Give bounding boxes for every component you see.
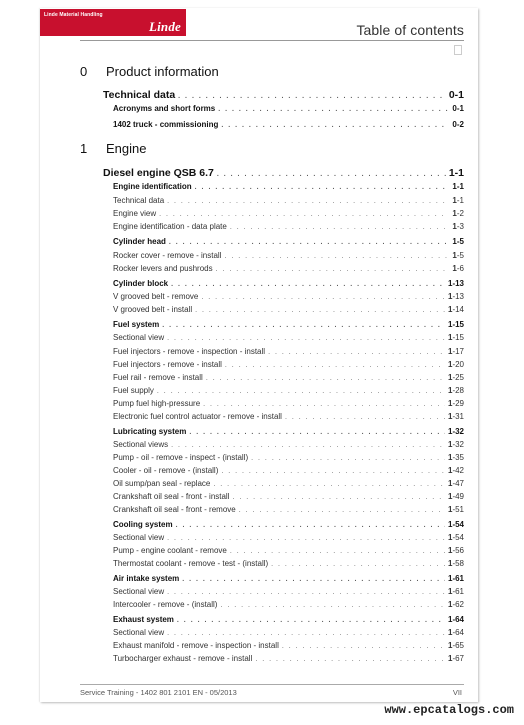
toc-entry-label: Diesel engine QSB 6.7 xyxy=(103,167,214,179)
page-number: -1 xyxy=(456,182,464,191)
toc-entry[interactable] xyxy=(113,237,464,246)
page-number: -3 xyxy=(456,222,464,231)
toc-page-ref xyxy=(452,222,464,231)
toc-page-ref xyxy=(448,654,464,663)
toc-entry[interactable] xyxy=(113,427,464,436)
dot-leader xyxy=(255,656,445,663)
toc-entry-label: Fuel injectors - remove - inspection - install xyxy=(113,347,266,356)
page-number: -5 xyxy=(456,251,464,260)
toc-entry-label: Pump - engine coolant - remove xyxy=(113,546,227,555)
chapter-heading[interactable] xyxy=(80,141,146,156)
page-number: -1 xyxy=(456,104,464,113)
dot-leader xyxy=(171,281,445,288)
toc-entry-label: Exhaust system xyxy=(113,615,174,624)
dot-leader xyxy=(171,442,445,449)
toc-entry[interactable] xyxy=(113,533,464,542)
toc-page-ref xyxy=(448,505,464,514)
page-chapter-prefix: 1 xyxy=(447,641,453,650)
page-chapter-prefix: 1 xyxy=(447,305,453,314)
linde-logo xyxy=(40,9,186,36)
toc-entry[interactable] xyxy=(113,654,464,663)
toc-entry[interactable] xyxy=(113,292,464,301)
toc-page-ref xyxy=(452,120,464,129)
toc-page-ref xyxy=(452,104,464,113)
toc-entry[interactable] xyxy=(113,305,464,314)
page-chapter-prefix: 0 xyxy=(452,104,457,113)
chapter-number: 0 xyxy=(80,64,88,79)
toc-entry[interactable] xyxy=(113,222,464,231)
page-number: -54 xyxy=(452,520,464,529)
page-chapter-prefix: 1 xyxy=(447,654,453,663)
toc-entry-label: Cylinder head xyxy=(113,237,166,246)
toc-entry[interactable] xyxy=(113,333,464,342)
dot-leader xyxy=(230,224,450,231)
toc-page-ref xyxy=(448,546,464,555)
toc-entry-label: Rocker cover - remove - install xyxy=(113,251,222,260)
page-chapter-prefix: 1 xyxy=(447,587,453,596)
page-chapter-prefix: 1 xyxy=(452,182,457,191)
page-chapter-prefix: 1 xyxy=(447,347,453,356)
page-number: -1 xyxy=(454,89,464,101)
watermark-text: www.epcatalogs.com xyxy=(384,703,514,717)
toc-entry[interactable] xyxy=(113,466,464,475)
toc-entry[interactable] xyxy=(113,453,464,462)
toc-page-ref xyxy=(448,600,464,609)
toc-entry-label: Technical data xyxy=(103,89,176,101)
dot-leader xyxy=(285,414,445,421)
page-chapter-prefix: 1 xyxy=(447,628,453,637)
page-number: -65 xyxy=(452,641,464,650)
page-chapter-prefix: 1 xyxy=(447,492,453,501)
toc-page-ref xyxy=(448,333,464,342)
page-chapter-prefix: 0 xyxy=(448,89,455,101)
toc-entry-label: Sectional view xyxy=(113,533,165,542)
page-chapter-prefix: 1 xyxy=(447,386,453,395)
page-number: -2 xyxy=(456,209,464,218)
toc-entry[interactable] xyxy=(113,373,464,382)
toc-entry-label: Sectional view xyxy=(113,628,165,637)
toc-page-ref xyxy=(448,360,464,369)
page-chapter-prefix: 1 xyxy=(447,520,453,529)
page-chapter-prefix: 1 xyxy=(447,360,453,369)
page-number: -25 xyxy=(452,373,464,382)
toc-page-ref xyxy=(448,305,464,314)
dot-leader xyxy=(206,375,445,382)
toc-entry-label: Air intake system xyxy=(113,574,180,583)
page-number: -14 xyxy=(452,305,464,314)
toc-page-ref xyxy=(448,347,464,356)
page-number: -31 xyxy=(452,412,464,421)
page-chapter-prefix: 1 xyxy=(452,251,457,260)
dot-leader xyxy=(189,429,445,436)
dot-leader xyxy=(178,93,446,100)
dot-leader xyxy=(177,617,445,624)
page-number: -1 xyxy=(456,196,464,205)
toc-page-ref xyxy=(448,520,464,529)
toc-entry-label: Oil sump/pan seal - replace xyxy=(113,479,211,488)
dot-leader xyxy=(167,630,445,637)
page-chapter-prefix: 1 xyxy=(452,209,457,218)
page-number: -49 xyxy=(452,492,464,501)
page-number: -32 xyxy=(452,427,464,436)
page-chapter-prefix: 1 xyxy=(447,440,453,449)
dot-leader xyxy=(213,481,445,488)
toc-page-ref xyxy=(448,641,464,650)
dot-leader xyxy=(203,401,445,408)
toc-entry-label: V grooved belt - install xyxy=(113,305,193,314)
page-chapter-prefix: 0 xyxy=(452,120,457,129)
toc-entry-label: Cooling system xyxy=(113,520,173,529)
page-chapter-prefix: 1 xyxy=(447,533,453,542)
toc-entry-label: Technical data xyxy=(113,196,165,205)
dot-leader xyxy=(159,211,449,218)
page-chapter-prefix: 1 xyxy=(447,546,453,555)
toc-entry[interactable] xyxy=(113,279,464,288)
toc-entry-label: V grooved belt - remove xyxy=(113,292,199,301)
dot-leader xyxy=(167,589,445,596)
toc-entry[interactable] xyxy=(113,251,464,260)
dot-leader xyxy=(167,198,449,205)
toc-entry[interactable] xyxy=(103,89,464,101)
page-chapter-prefix: 1 xyxy=(447,333,453,342)
dot-leader xyxy=(271,561,445,568)
page-number: -6 xyxy=(456,264,464,273)
page-chapter-prefix: 1 xyxy=(447,453,453,462)
toc-page-ref xyxy=(448,412,464,421)
toc-entry[interactable] xyxy=(113,120,464,129)
toc-entry-label: Engine identification xyxy=(113,182,192,191)
toc-entry-label: Lubricating system xyxy=(113,427,187,436)
toc-entry[interactable] xyxy=(113,587,464,596)
page-number: -32 xyxy=(452,440,464,449)
toc-entry[interactable] xyxy=(113,412,464,421)
dot-leader xyxy=(169,239,450,246)
page-number: -62 xyxy=(452,600,464,609)
dot-leader xyxy=(176,522,445,529)
page-chapter-prefix: 1 xyxy=(447,479,453,488)
toc-entry-label: Fuel supply xyxy=(113,386,154,395)
toc-page-ref xyxy=(448,399,464,408)
toc-entry-label: Fuel injectors - remove - install xyxy=(113,360,222,369)
page-number: -64 xyxy=(452,615,464,624)
page-title: Table of contents xyxy=(356,22,464,38)
toc-page-ref xyxy=(448,492,464,501)
toc-entry-label: Acronyms and short forms xyxy=(113,104,216,113)
dot-leader xyxy=(167,335,445,342)
toc-entry[interactable] xyxy=(113,182,464,191)
toc-entry[interactable] xyxy=(113,264,464,273)
dot-leader xyxy=(230,548,445,555)
toc-entry-label: Engine view xyxy=(113,209,157,218)
toc-entry-label: Cylinder block xyxy=(113,279,169,288)
page-number: -17 xyxy=(452,347,464,356)
toc-page-ref xyxy=(452,264,464,273)
page-chapter-prefix: 1 xyxy=(447,399,453,408)
dot-leader xyxy=(182,576,445,583)
toc-page-ref xyxy=(452,209,464,218)
page-number: -61 xyxy=(452,574,464,583)
dot-leader xyxy=(239,507,445,514)
page-number: -15 xyxy=(452,320,464,329)
page-number: -13 xyxy=(452,292,464,301)
page-number: -13 xyxy=(452,279,464,288)
toc-entry[interactable] xyxy=(113,559,464,568)
dot-leader xyxy=(157,388,445,395)
page-chapter-prefix: 1 xyxy=(447,412,453,421)
toc-page-ref xyxy=(448,292,464,301)
toc-entry-label: Pump fuel high-pressure xyxy=(113,399,201,408)
toc-entry-label: Sectional view xyxy=(113,587,165,596)
toc-entry[interactable] xyxy=(113,615,464,624)
toc-entry[interactable] xyxy=(113,440,464,449)
dot-leader xyxy=(195,184,450,191)
page-chapter-prefix: 1 xyxy=(447,320,453,329)
toc-page-ref xyxy=(448,320,464,329)
logo-subtitle: Linde Material Handling xyxy=(44,12,103,18)
toc-entry-label: Engine identification - data plate xyxy=(113,222,227,231)
page-number: -29 xyxy=(452,399,464,408)
toc-entry[interactable] xyxy=(113,574,464,583)
dot-leader xyxy=(217,171,446,178)
page-number: -64 xyxy=(452,628,464,637)
toc-entry-label: 1402 truck - commissioning xyxy=(113,120,219,129)
dot-leader xyxy=(282,643,445,650)
page-chapter-prefix: 1 xyxy=(447,615,453,624)
toc-page-ref xyxy=(448,533,464,542)
page-number: -61 xyxy=(452,587,464,596)
page-number: -56 xyxy=(452,546,464,555)
toc-page-ref xyxy=(448,574,464,583)
toc-page-ref xyxy=(452,237,464,246)
toc-entry-label: Crankshaft oil seal - front - install xyxy=(113,492,230,501)
toc-entry[interactable] xyxy=(113,320,464,329)
toc-page-ref xyxy=(448,427,464,436)
page-number: -58 xyxy=(452,559,464,568)
header-divider xyxy=(80,40,464,41)
page-chapter-prefix: 1 xyxy=(447,427,453,436)
page-chapter-prefix: 1 xyxy=(447,466,453,475)
page-number: -42 xyxy=(452,466,464,475)
dot-leader xyxy=(216,266,450,273)
page-chapter-prefix: 1 xyxy=(447,574,453,583)
footer-document-id: Service Training - 1402 801 2101 EN - 05/2013 xyxy=(80,688,237,697)
toc-page-ref xyxy=(448,386,464,395)
toc-entry-label: Cooler - oil - remove - (install) xyxy=(113,466,219,475)
page-chapter-prefix: 1 xyxy=(447,505,453,514)
toc-entry[interactable] xyxy=(103,167,464,179)
dot-leader xyxy=(220,602,445,609)
toc-page-ref xyxy=(448,628,464,637)
toc-page-ref xyxy=(449,167,464,179)
toc-page-ref xyxy=(452,251,464,260)
toc-entry[interactable] xyxy=(113,546,464,555)
dot-leader xyxy=(195,307,445,314)
page-chapter-prefix: 1 xyxy=(452,237,457,246)
dot-leader xyxy=(233,494,445,501)
page-chapter-prefix: 1 xyxy=(452,222,457,231)
toc-page-ref xyxy=(448,440,464,449)
toc-entry-label: Fuel rail - remove - install xyxy=(113,373,203,382)
page-number: -47 xyxy=(452,479,464,488)
page-number: -54 xyxy=(452,533,464,542)
toc-entry[interactable] xyxy=(113,479,464,488)
toc-entry-label: Fuel system xyxy=(113,320,160,329)
dot-leader xyxy=(221,468,445,475)
toc-entry-label: Rocker levers and pushrods xyxy=(113,264,213,273)
toc-entry-label: Exhaust manifold - remove - inspection - install xyxy=(113,641,279,650)
page-chapter-prefix: 1 xyxy=(447,292,453,301)
page-number: -5 xyxy=(456,237,464,246)
page-number: -20 xyxy=(452,360,464,369)
page-chapter-prefix: 1 xyxy=(452,196,457,205)
toc-page-ref xyxy=(448,453,464,462)
dot-leader xyxy=(224,253,449,260)
dot-leader xyxy=(268,349,445,356)
toc-entry[interactable] xyxy=(113,628,464,637)
toc-entry[interactable] xyxy=(113,104,464,113)
logo-brand: Linde xyxy=(148,19,181,34)
toc-entry-label: Turbocharger exhaust - remove - install xyxy=(113,654,253,663)
page-number: -1 xyxy=(454,167,464,179)
toc-entry-label: Pump - oil - remove - inspect - (install) xyxy=(113,453,249,462)
page-number: -2 xyxy=(456,120,464,129)
chapter-heading[interactable] xyxy=(80,64,219,79)
dot-leader xyxy=(201,294,445,301)
page-chapter-prefix: 1 xyxy=(447,373,453,382)
toc-entry[interactable] xyxy=(113,600,464,609)
toc-entry-label: Crankshaft oil seal - front - remove xyxy=(113,505,236,514)
page-chapter-prefix: 1 xyxy=(448,167,455,179)
toc-entry[interactable] xyxy=(113,347,464,356)
toc-entry-label: Electronic fuel control actuator - remove - install xyxy=(113,412,282,421)
dot-leader xyxy=(162,322,445,329)
footer-divider xyxy=(80,684,464,685)
dot-leader xyxy=(218,106,449,113)
page-number: -35 xyxy=(452,453,464,462)
toc-page-ref xyxy=(449,89,464,101)
toc-page-ref xyxy=(448,587,464,596)
page-chapter-prefix: 1 xyxy=(452,264,457,273)
toc-entry[interactable] xyxy=(113,505,464,514)
page-chapter-prefix: 1 xyxy=(447,279,453,288)
chapter-title: Product information xyxy=(106,64,219,79)
toc-page-ref xyxy=(448,466,464,475)
page-number: -28 xyxy=(452,386,464,395)
toc-entry[interactable] xyxy=(113,520,464,529)
chapter-title: Engine xyxy=(106,141,147,156)
footer-page-number: VII xyxy=(452,688,462,697)
toc-page-ref xyxy=(448,373,464,382)
dot-leader xyxy=(225,362,445,369)
toc-entry[interactable] xyxy=(113,360,464,369)
toc-page-ref xyxy=(448,615,464,624)
dot-leader xyxy=(251,455,445,462)
toc-page-ref xyxy=(452,196,464,205)
toc-entry[interactable] xyxy=(113,209,464,218)
dot-leader xyxy=(221,122,449,129)
toc-entry-label: Sectional view xyxy=(113,333,165,342)
toc-entry[interactable] xyxy=(113,399,464,408)
toc-entry-label: Intercooler - remove - (install) xyxy=(113,600,218,609)
page-chapter-prefix: 1 xyxy=(447,559,453,568)
page-number: -67 xyxy=(452,654,464,663)
toc-entry-label: Thermostat coolant - remove - test - (install) xyxy=(113,559,269,568)
toc-entry-label: Sectional views xyxy=(113,440,169,449)
toc-page-ref xyxy=(452,182,464,191)
toc-entry[interactable] xyxy=(113,641,464,650)
page-number: -15 xyxy=(452,333,464,342)
toc-page-ref xyxy=(448,559,464,568)
page-number: -51 xyxy=(452,505,464,514)
page-marker-icon xyxy=(454,45,462,55)
page-chapter-prefix: 1 xyxy=(447,600,453,609)
toc-entry[interactable] xyxy=(113,492,464,501)
chapter-number: 1 xyxy=(80,141,88,156)
toc-entry[interactable] xyxy=(113,386,464,395)
toc-entry[interactable] xyxy=(113,196,464,205)
toc-page-ref xyxy=(448,279,464,288)
dot-leader xyxy=(167,535,445,542)
toc-page-ref xyxy=(448,479,464,488)
